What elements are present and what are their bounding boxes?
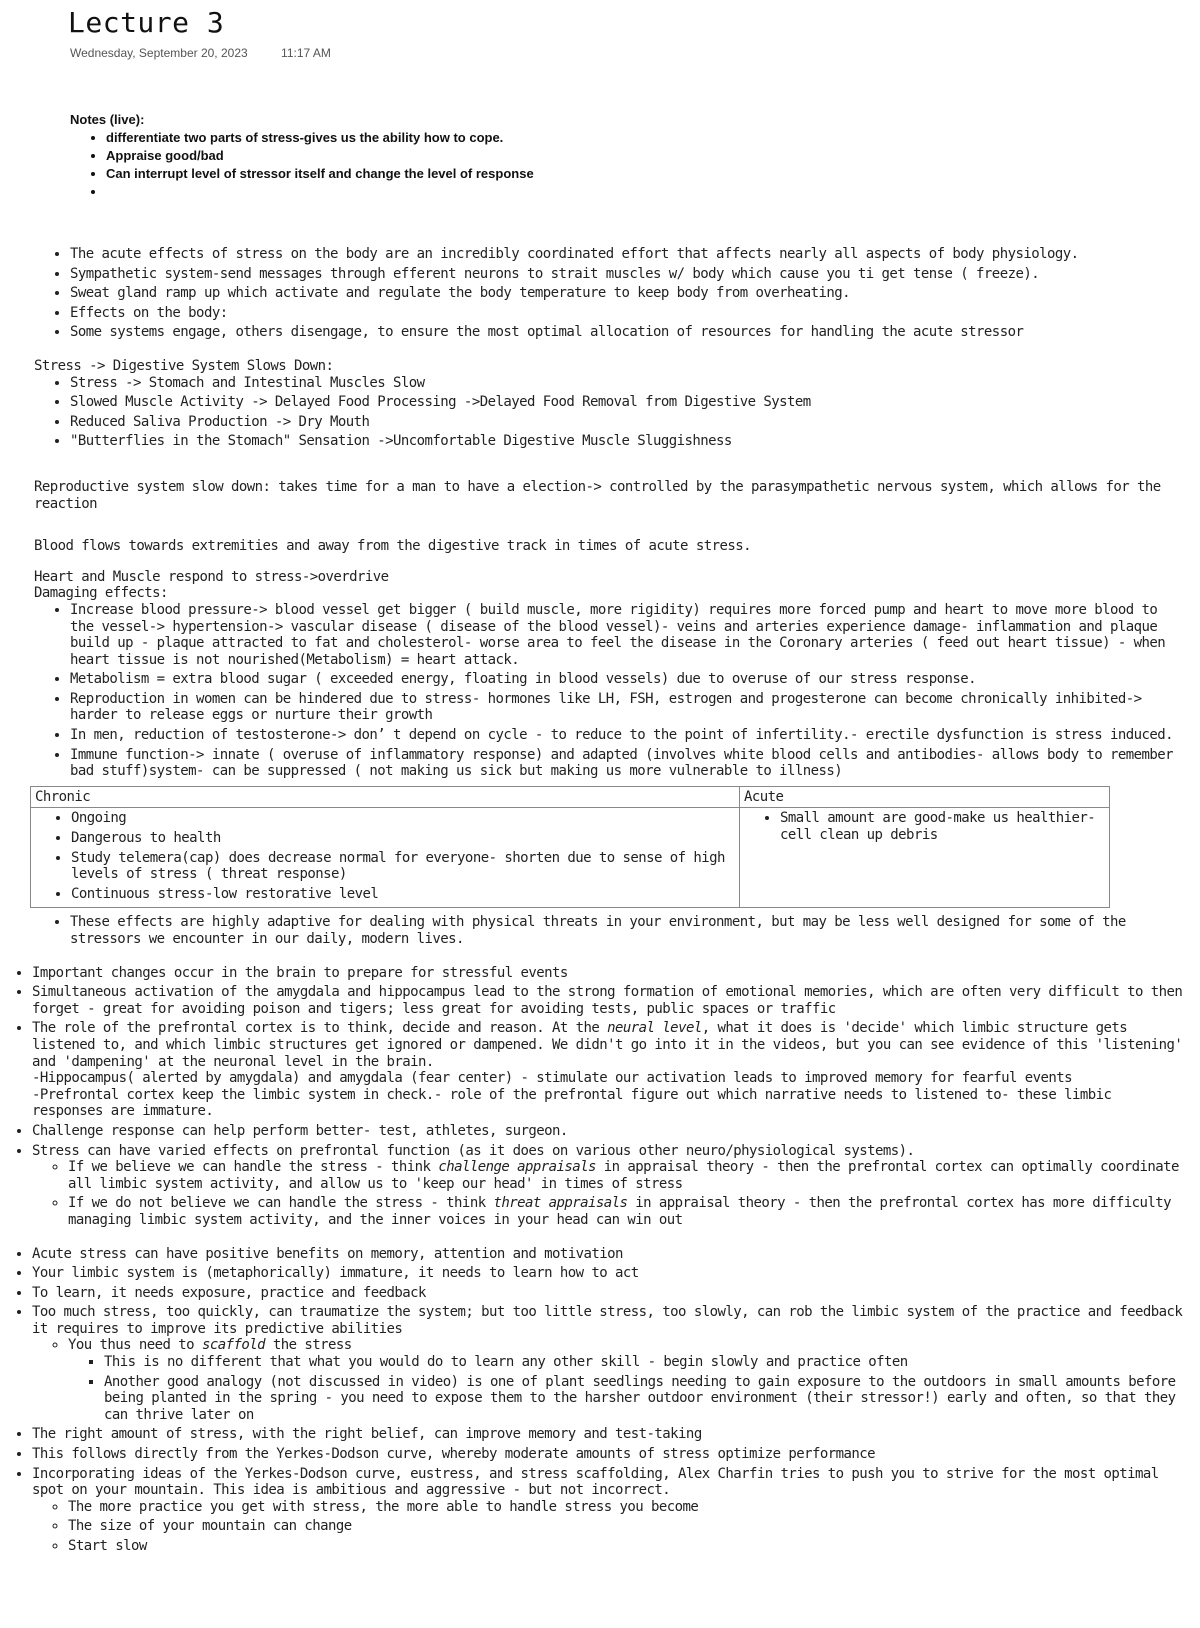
- scaffold-sublist: [68, 1354, 1184, 1423]
- list-item: • differentiate two parts of stress-gives us the ability how to cope.: [106, 129, 534, 147]
- list-item: • Important changes occur in the brain to prepare for stressful events: [32, 965, 1184, 982]
- list-item: [68, 1195, 1184, 1228]
- text-run: threat appraisals: [493, 1195, 628, 1212]
- list-item: • Slowed Muscle Activity -> Delayed Food Processing ->Delayed Food Removal from Digestive System: [70, 394, 1184, 411]
- text-run: -Hippocampus( alerted by amygdala) and amygdala (fear center) - stimulate our activation leads to improved memory for fearful events: [32, 1070, 1072, 1087]
- text-run: in appraisal theory - then the prefrontal cortex can optimally coordinate all limbic system activity, and allow us to 'keep our head' in times of stress: [68, 1159, 1179, 1192]
- page-meta: [70, 46, 331, 60]
- list-item: • Challenge response can help perform better- test, athletes, surgeon.: [32, 1123, 1184, 1140]
- effects-list: [34, 246, 1184, 341]
- list-item: • Your limbic system is (metaphorically) immature, it needs to learn how to act: [32, 1265, 1184, 1282]
- list-item: ◦ Start slow: [68, 1538, 1184, 1555]
- list-item: [106, 183, 534, 201]
- chronic-list: [35, 810, 735, 902]
- digestive-list: [34, 375, 1184, 450]
- text-run: Too much stress, too quickly, can traumatize the system; but too little stress, too slowly, can rob the limbic system of the practice and feedback it requires to improve its predictive abilities: [32, 1304, 1183, 1337]
- list-item: [32, 1143, 1184, 1229]
- live-notes: [70, 112, 534, 201]
- text-run: If we believe we can handle the stress - think: [68, 1159, 439, 1176]
- text-run: the stress: [264, 1337, 352, 1354]
- list-item: ▪ This is no different that what you would do to learn any other skill - begin slowly and practice often: [104, 1354, 1184, 1371]
- list-item: • In men, reduction of testosterone-> don’ t depend on cycle - to reduce to the point of infertility.- erectile dysfunction is stress induced.: [70, 727, 1184, 744]
- list-item: • Increase blood pressure-> blood vessel get bigger ( build muscle, more rigidity) requires more forced pump and heart to move more blood to the vessel-> hypertension-> vascular disease ( disease of the blood vessel)- veins and arteries experience damage- inflammation and plaque build up - plaque attracted to fat and cholesterol- worse area to feel the disease in the Coronary arteries ( feed out heart tissue) - when heart tissue is not nourished(Metabolism) = heart attack.: [70, 602, 1184, 668]
- page-time: 11:17 AM: [281, 46, 331, 60]
- list-item: • The acute effects of stress on the body are an incredibly coordinated effort that affects nearly all aspects of body physiology.: [70, 246, 1184, 263]
- table-cell-acute: [740, 808, 1110, 908]
- list-item: • Ongoing: [71, 810, 735, 827]
- scaffold-list: [32, 1337, 1184, 1423]
- text-run: neural level: [607, 1020, 702, 1037]
- list-item: • Sweat gland ramp up which activate and regulate the body temperature to keep body from overheating.: [70, 285, 1184, 302]
- acute-list: [744, 810, 1105, 843]
- list-item: ◦ The size of your mountain can change: [68, 1518, 1184, 1535]
- mountain-list: [32, 1499, 1184, 1555]
- list-item: • Acute stress can have positive benefits on memory, attention and motivation: [32, 1246, 1184, 1263]
- list-item: • Stress -> Stomach and Intestinal Muscles Slow: [70, 375, 1184, 392]
- list-item: [32, 1304, 1184, 1423]
- list-item: [68, 1337, 1184, 1423]
- list-item: • Sympathetic system-send messages through efferent neurons to strait muscles w/ body which cause you ti get tense ( freeze).: [70, 266, 1184, 283]
- brain-list: [0, 965, 1184, 1229]
- list-item: • Appraise good/bad: [106, 147, 534, 165]
- live-notes-heading: Notes (live):: [70, 112, 145, 127]
- text-run: You thus need to: [68, 1337, 202, 1354]
- text-run: The role of the prefrontal cortex is to think, decide and reason. At the: [32, 1020, 608, 1037]
- list-item: • Metabolism = extra blood sugar ( exceeded energy, floating in blood vessels) due to overuse of our stress response.: [70, 671, 1184, 688]
- damaging-list: [34, 602, 1184, 780]
- adaptive-list: [34, 914, 1184, 947]
- list-item: • This follows directly from the Yerkes-Dodson curve, whereby moderate amounts of stress optimize performance: [32, 1446, 1184, 1463]
- list-item: • To learn, it needs exposure, practice and feedback: [32, 1285, 1184, 1302]
- list-item: • Some systems engage, others disengage, to ensure the most optimal allocation of resources for handling the acute stressor: [70, 324, 1184, 341]
- list-item: • Immune function-> innate ( overuse of inflammatory response) and adapted (involves white blood cells and antibodies- allows body to remember bad stuff)system- can be suppressed ( not making us sick but making us more vulnerable to illness): [70, 747, 1184, 780]
- list-item: • Simultaneous activation of the amygdala and hippocampus lead to the strong formation of emotional memories, which are often very difficult to then forget - great for avoiding poison and tigers; less great for avoiding tests, public spaces or traffic: [32, 984, 1184, 1017]
- note-body: [34, 246, 1184, 1558]
- text-run: If we do not believe we can handle the stress - think: [68, 1195, 494, 1212]
- list-item: • Reduced Saliva Production -> Dry Mouth: [70, 414, 1184, 431]
- text-run: Stress can have varied effects on prefrontal function (as it does on various other neuro/physiological systems).: [32, 1142, 915, 1159]
- damaging-heading: Damaging effects:: [34, 585, 168, 602]
- list-item: • Continuous stress-low restorative level: [71, 886, 735, 903]
- text-run: in appraisal theory - then the prefrontal cortex has more difficulty managing limbic system activity, and the inner voices in your head can win out: [68, 1195, 1172, 1228]
- list-item: • Dangerous to health: [71, 830, 735, 847]
- appraisal-list: [32, 1159, 1184, 1228]
- reproductive-paragraph: Reproductive system slow down: takes time for a man to have a election-> controlled by the parasympathetic nervous system, which allows for the reaction: [34, 478, 1161, 512]
- list-item: [32, 1020, 1184, 1120]
- learning-list: [0, 1246, 1184, 1555]
- list-item: • Reproduction in women can be hindered due to stress- hormones like LH, FSH, estrogen and progesterone can become chronically inhibited-> harder to release eggs or nurture their growth: [70, 691, 1184, 724]
- list-item: • Study telemera(cap) does decrease normal for everyone- shorten due to sense of high levels of stress ( threat response): [71, 850, 735, 883]
- list-item: • These effects are highly adaptive for dealing with physical threats in your environment, but may be less well designed for some of the stressors we encounter in our daily, modern lives.: [70, 914, 1184, 947]
- list-item: ◦ The more practice you get with stress, the more able to handle stress you become: [68, 1499, 1184, 1516]
- table-header-chronic: Chronic: [31, 786, 740, 808]
- list-item: [68, 1159, 1184, 1192]
- list-item: [32, 1466, 1184, 1555]
- chronic-acute-table: [30, 786, 1110, 909]
- blood-paragraph: Blood flows towards extremities and away from the digestive track in times of acute stress.: [34, 538, 751, 555]
- list-item: • The right amount of stress, with the right belief, can improve memory and test-taking: [32, 1426, 1184, 1443]
- text-run: Incorporating ideas of the Yerkes-Dodson curve, eustress, and stress scaffolding, Alex Charfin tries to push you to strive for the most optimal spot on your mountain. This idea is ambitious and aggressive - but not incorrect.: [32, 1465, 1159, 1499]
- table-header-acute: Acute: [740, 786, 1110, 808]
- list-item: • Can interrupt level of stressor itself and change the level of response: [106, 165, 534, 183]
- text-run: challenge appraisals: [438, 1159, 596, 1176]
- table-cell-chronic: [31, 808, 740, 908]
- heart-line: Heart and Muscle respond to stress->overdrive: [34, 568, 389, 585]
- list-item: ▪ Another good analogy (not discussed in video) is one of plant seedlings needing to gain exposure to the outdoors in small amounts before being planted in the spring - you need to expose them to the harsher outdoor environment (their stressor!) early and often, so that they can thrive later on: [104, 1374, 1184, 1424]
- digestive-heading: Stress -> Digestive System Slows Down:: [34, 357, 334, 374]
- list-item: • Small amount are good-make us healthier-cell clean up debris: [780, 810, 1105, 843]
- page-title: Lecture 3: [68, 6, 225, 39]
- text-run: , what it does is 'decide' which limbic structure gets listened to, and which limbic structures get ignored or dampened. We didn't go into it in the videos, but you can see evidence of this 'listening' and 'dampening' at the neuronal level in the brain.: [32, 1020, 1183, 1070]
- list-item: • "Butterflies in the Stomach" Sensation ->Uncomfortable Digestive Muscle Sluggishness: [70, 433, 1184, 450]
- live-notes-list: [70, 129, 534, 201]
- page-date: Wednesday, September 20, 2023: [70, 46, 248, 60]
- list-item: • Effects on the body:: [70, 305, 1184, 322]
- text-run: -Prefrontal cortex keep the limbic system in check.- role of the prefrontal figure out which narrative needs to listened to- these limbic responses are immature.: [32, 1086, 1112, 1120]
- text-run: scaffold: [201, 1337, 265, 1354]
